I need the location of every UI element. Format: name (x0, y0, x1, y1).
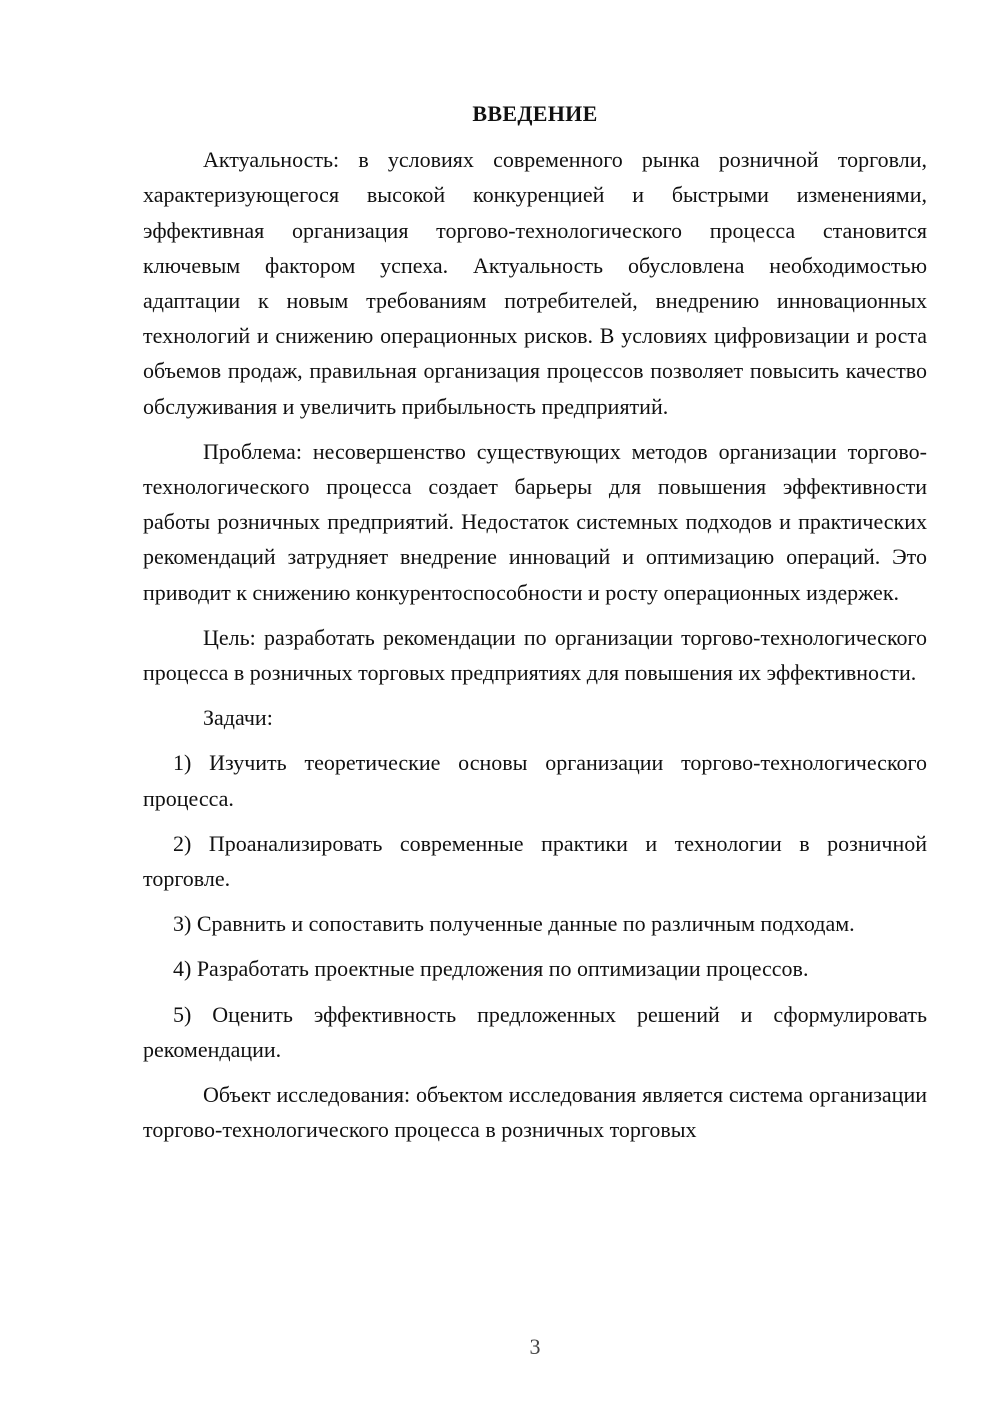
task-item-2: 2) Проанализировать современные практики и технологии в розничной торговле. (143, 830, 927, 892)
task-item-1: 1) Изучить теоретические основы организации торгово-технологического процесса. (143, 750, 927, 811)
paragraph-relevance: Актуальность: в условиях современного рынка розничной торговли, характеризующегося высокой конкуренцией и быстрыми изменениями, эффективная организация торгово-технологического процесса становится ключевым фактором успеха. Актуальность обусловлена необходимостью адаптации к новым требованиям потребителей, внедрению инновационных технологий и снижению операционных рисков. В условиях цифровизации и роста объемов продаж, правильная организация процессов позволяет повысить качество обслуживания и увеличить прибыльность предприятий. (143, 147, 927, 419)
paragraph-research-object: Объект исследования: объектом исследования является система организации торгово-технологического процесса в розничных торговых (143, 1082, 927, 1143)
paragraph-goal: Цель: разработать рекомендации по организации торгово-технологического процесса в розничных торговых предприятиях для повышения их эффективности. (143, 624, 927, 686)
page-title: ВВЕДЕНИЕ (472, 101, 598, 126)
task-item-4: 4) Разработать проектные предложения по оптимизации процессов. (173, 956, 809, 982)
task-item-3: 3) Сравнить и сопоставить полученные данные по различным подходам. (173, 911, 855, 937)
page-content (143, 96, 927, 1157)
tasks-heading: Задачи: (203, 705, 273, 731)
paragraph-problem: Проблема: несовершенство существующих методов организации торгово-технологического процесса создает барьеры для повышения эффективности работы розничных предприятий. Недостаток системных подходов и практических рекомендаций затрудняет внедрение инноваций и оптимизацию операций. Это приводит к снижению конкурентоспособности и росту операционных издержек. (143, 438, 927, 605)
task-item-5: 5) Оценить эффективность предложенных решений и сформулировать рекомендации. (143, 1001, 927, 1062)
page-number: 3 (529, 1334, 541, 1359)
